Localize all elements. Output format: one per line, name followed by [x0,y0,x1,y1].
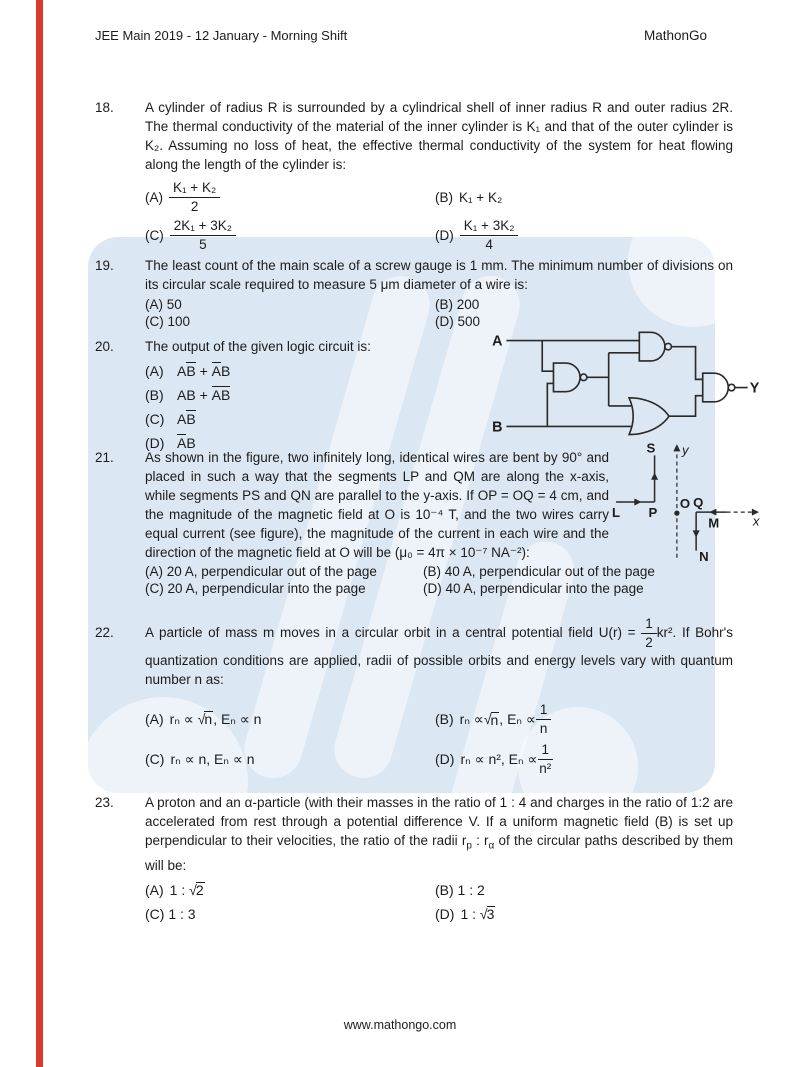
circuit-input-a-label: A [492,333,503,350]
question-number: 19. [95,258,114,273]
label-S: S [646,441,656,456]
circuit-output-y-label: Y [749,380,760,397]
question-number: 18. [95,100,114,115]
option-d: (D) 500 [435,314,481,329]
circuit-input-b-label: B [492,419,503,436]
question-text: The least count of the main scale of a screw gauge is 1 mm. The minimum number of divisions on its circular scale required to measure 5 μm diameter of a wire is: [145,258,733,292]
logic-circuit-figure [486,326,762,449]
page-left-red-bar [36,0,43,1067]
option-d: (D) rₙ ∝ n², Eₙ ∝ $\frac{1}{\text{n²}}$ [435,741,552,776]
option-b: (B) rₙ ∝ √ n , Eₙ ∝ $\frac{1}{n}$ [435,699,733,739]
label-x: x [752,513,760,529]
option-d: (D) AB [145,435,196,451]
sqrt-symbol: √ [189,882,196,899]
option-b: (B) 40 A, perpendicular out of the page [423,564,655,579]
sqrt-symbol: √ [483,710,491,727]
sqrt-symbol: √ [479,906,487,923]
fraction: $\frac{1}{\text{n²}}$ [539,741,552,776]
option-c: (C) 1 : 3 [145,906,196,923]
question-18 [95,98,733,254]
option-c: (C) 20 A, perpendicular into the page [145,581,366,596]
inline-fraction: $\frac{1}{2}$ [641,616,657,651]
sqrt-symbol: √ [197,710,205,727]
option-b: (B) 1 : 2 [435,882,485,899]
question-number: 23. [95,795,114,810]
question-number: 21. [95,450,114,465]
option-b: (B) 200 [435,297,480,312]
option-c: (C) AB [145,411,196,427]
question-text: A cylinder of radius R is surrounded by a cylindrical shell of inner radius R and outer radius 2R. The thermal conductivity of the material of the inner cylinder is K₁ and that of the outer cylinder is K₂. Assuming no loss of heat, the effective thermal conductivity of the system for heat flowing along the length of the cylinder is: [145,100,733,172]
question-21 [95,448,655,597]
fraction: $\frac{1}{n}$ [536,702,552,737]
label-L: L [612,505,621,521]
question-text: A particle of mass m moves in a circular orbit in a central potential field U(r) = $\frac{1}{2}$ kr². If Bohr's quantization conditions are applied, radii of possible orbits and energy levels vary with quantum number n as: [145,616,733,687]
option-a: (A) 1 : √2 [145,882,204,899]
option-a: (A) 20 A, perpendicular out of the page [145,564,377,579]
option-d: (D) $\frac{\text{K₁ + 3K₂}}{4}$ [435,216,733,254]
question-20 [95,337,485,455]
brand-logo-text: MathonGo [643,28,707,43]
page-header [95,28,707,43]
option-c: (C) rₙ ∝ n, Eₙ ∝ n [145,750,255,767]
option-d: (D) 40 A, perpendicular into the page [423,581,644,596]
option-d: (D) 1 : √3 [435,906,495,923]
label-O: O [679,496,691,512]
label-M: M [708,515,720,531]
label-P: P [648,505,658,521]
option-b: (B) K₁ + K₂ [435,189,503,205]
question-text: As shown in the figure, two infinitely long, identical wires are bent by 90° and placed in such a way that the segments LP and QM are along the x-axis, while segments PS and QN are parallel to the y-axis. If OP = OQ = 4 cm, and the magnitude of the magnetic field at O is 10⁻⁴ T, and the two wires carry equal current (see figure), the magnitude of the current in each wire and the direction of the magnetic field at O will be (μ₀ = 4π × 10⁻⁷ NA⁻²): [145,450,609,560]
footer-url: www.mathongo.com [343,1018,457,1032]
fraction: $\frac{\text{K₁ + 3K₂}}{4}$ [460,218,519,253]
label-y: y [681,442,689,458]
label-N: N [699,548,709,563]
question-text: A proton and an α-particle (with their masses in the ratio of 1 : 4 and charges in the ratio of 1:2 are accelerated from rest through a potential difference V. If a uniform magnetic field (B) is set up perpendicular to their velocities, the ratio of the radii $r_p$ : $r_\alpha$ of the circular paths described by them will be: [145,795,734,873]
bent-wires-figure [610,441,762,568]
question-19 [95,256,733,330]
exam-title: JEE Main 2019 - 12 January - Morning Shift [95,28,348,43]
option-a: (A) 50 [145,297,182,312]
question-23 [95,793,733,927]
question-22 [95,616,733,779]
option-c: (C) 100 [145,314,191,329]
question-number: 22. [95,625,114,640]
question-number: 20. [95,339,114,354]
option-a: (A) $\frac{\text{K₁ + K₂}}{2}$ [145,178,435,216]
option-a: (A) AB + AB [145,363,231,379]
option-c: (C) $\frac{\text{2K₁ + 3K₂}}{5}$ [145,216,435,254]
fraction: $\frac{\text{K₁ + K₂}}{2}$ [169,180,220,215]
question-text: The output of the given logic circuit is: [145,339,371,354]
option-b: (B) AB + AB [145,387,231,403]
option-a: (A) rₙ ∝ √n, Eₙ ∝ n [145,710,262,727]
label-Q: Q [693,495,704,511]
fraction: $\frac{\text{2K₁ + 3K₂}}{5}$ [170,218,236,253]
